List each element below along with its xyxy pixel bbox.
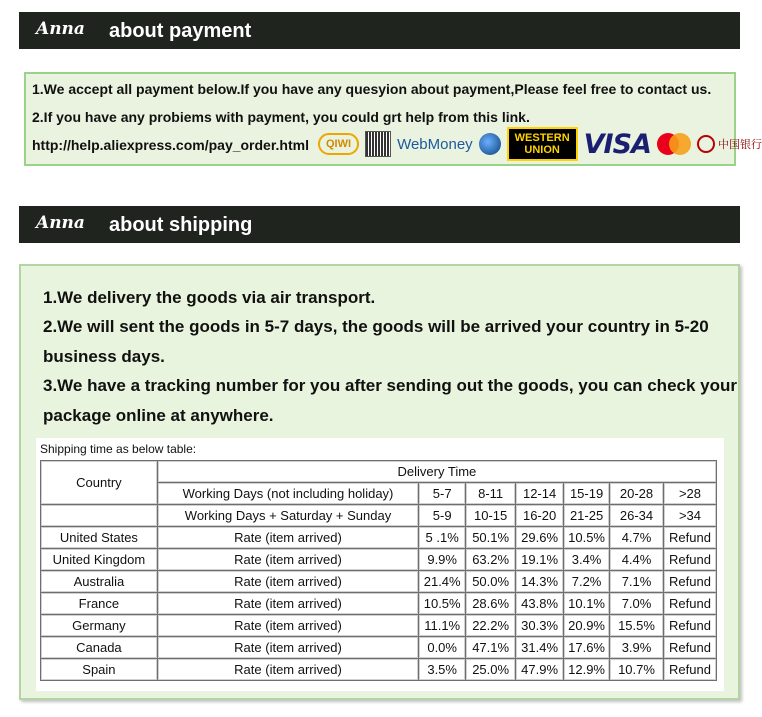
working-days-cell: 12-14 bbox=[516, 483, 564, 505]
qiwi-logo: QIWI bbox=[318, 133, 359, 155]
table-row bbox=[41, 571, 717, 593]
payment-line-2: 2.If you have any probiems with payment, you could grt help from this link. bbox=[32, 109, 530, 125]
rate-label-cell: Rate (item arrived) bbox=[157, 549, 418, 571]
weekend-days-cell: >34 bbox=[663, 505, 716, 527]
rate-cell: 12.9% bbox=[564, 659, 610, 681]
rate-cell: 31.4% bbox=[516, 637, 564, 659]
rate-cell: 10.1% bbox=[564, 593, 610, 615]
country-cell: Spain bbox=[41, 659, 158, 681]
rate-cell: 22.2% bbox=[466, 615, 516, 637]
shipping-line-2b: business days. bbox=[43, 347, 165, 366]
table-row bbox=[41, 615, 717, 637]
table-row bbox=[41, 659, 717, 681]
rate-cell: 3.4% bbox=[564, 549, 610, 571]
rate-label-cell: Rate (item arrived) bbox=[157, 637, 418, 659]
rate-cell: Refund bbox=[663, 549, 716, 571]
mastercard-logo bbox=[657, 133, 691, 155]
rate-cell: 20.9% bbox=[564, 615, 610, 637]
delivery-time-header: Delivery Time bbox=[157, 461, 716, 483]
rate-cell: 21.4% bbox=[419, 571, 466, 593]
country-cell: United Kingdom bbox=[41, 549, 158, 571]
rate-cell: Refund bbox=[663, 527, 716, 549]
weekend-days-cell: 16-20 bbox=[516, 505, 564, 527]
bank-of-china-icon bbox=[697, 135, 715, 153]
western-union-line-2: UNION bbox=[524, 144, 560, 156]
rate-cell: Refund bbox=[663, 593, 716, 615]
rate-cell: 30.3% bbox=[516, 615, 564, 637]
rate-cell: 15.5% bbox=[610, 615, 664, 637]
barcode-logo bbox=[365, 131, 391, 157]
bank-of-china-text: 中国银行 bbox=[717, 139, 762, 151]
shipping-banner bbox=[19, 206, 740, 243]
rate-cell: 10.5% bbox=[564, 527, 610, 549]
rate-cell: 5 .1% bbox=[419, 527, 466, 549]
rate-cell: Refund bbox=[663, 571, 716, 593]
rate-cell: 25.0% bbox=[466, 659, 516, 681]
rate-cell: 10.7% bbox=[610, 659, 664, 681]
table-row bbox=[41, 637, 717, 659]
payment-logos bbox=[318, 128, 762, 160]
globe-icon bbox=[479, 133, 501, 155]
weekend-days-cell: 26-34 bbox=[610, 505, 664, 527]
rate-cell: 17.6% bbox=[564, 637, 610, 659]
rate-cell: 3.5% bbox=[419, 659, 466, 681]
rate-cell: 19.1% bbox=[516, 549, 564, 571]
western-union-logo bbox=[507, 127, 578, 161]
brand-logo: Anna bbox=[36, 19, 85, 39]
weekend-days-row bbox=[41, 505, 717, 527]
rate-cell: 47.9% bbox=[516, 659, 564, 681]
table-row bbox=[41, 593, 717, 615]
rate-label-cell: Rate (item arrived) bbox=[157, 571, 418, 593]
country-cell: France bbox=[41, 593, 158, 615]
weekend-days-cell: 10-15 bbox=[466, 505, 516, 527]
rate-cell: Refund bbox=[663, 615, 716, 637]
rate-cell: 7.2% bbox=[564, 571, 610, 593]
bank-of-china-logo bbox=[697, 135, 762, 153]
weekend-days-cell: 21-25 bbox=[564, 505, 610, 527]
rate-cell: 28.6% bbox=[466, 593, 516, 615]
visa-logo: VISA bbox=[583, 128, 651, 160]
table-row bbox=[41, 527, 717, 549]
shipping-time-table bbox=[40, 460, 717, 681]
rate-cell: 50.1% bbox=[466, 527, 516, 549]
country-cell: Germany bbox=[41, 615, 158, 637]
rate-cell: 14.3% bbox=[516, 571, 564, 593]
rate-label-cell: Rate (item arrived) bbox=[157, 615, 418, 637]
country-cell: Australia bbox=[41, 571, 158, 593]
payment-banner bbox=[19, 12, 740, 49]
shipping-heading: about shipping bbox=[109, 214, 253, 236]
rate-cell: 11.1% bbox=[419, 615, 466, 637]
rate-label-cell: Rate (item arrived) bbox=[157, 659, 418, 681]
rate-cell: 63.2% bbox=[466, 549, 516, 571]
working-days-cell: 5-7 bbox=[419, 483, 466, 505]
rate-cell: 47.1% bbox=[466, 637, 516, 659]
payment-heading: about payment bbox=[109, 20, 252, 42]
table-caption: Shipping time as below table: bbox=[40, 442, 197, 456]
rate-cell: 0.0% bbox=[419, 637, 466, 659]
rate-cell: 29.6% bbox=[516, 527, 564, 549]
brand-logo: Anna bbox=[36, 213, 85, 233]
rate-cell: 7.0% bbox=[610, 593, 664, 615]
rate-rows bbox=[41, 527, 717, 681]
webmoney-logo: WebMoney bbox=[397, 135, 473, 153]
empty-cell bbox=[41, 505, 158, 527]
rate-cell: 7.1% bbox=[610, 571, 664, 593]
shipping-line-1: 1.We delivery the goods via air transport. bbox=[43, 288, 376, 307]
shipping-line-3b: package online at anywhere. bbox=[43, 406, 274, 425]
country-header: Country bbox=[41, 461, 158, 505]
rate-cell: 4.4% bbox=[610, 549, 664, 571]
working-days-cell: >28 bbox=[663, 483, 716, 505]
rate-cell: 4.7% bbox=[610, 527, 664, 549]
country-cell: Canada bbox=[41, 637, 158, 659]
payment-line-1: 1.We accept all payment below.If you have any quesyion about payment,Please feel free to contact us. bbox=[32, 81, 712, 97]
rate-cell: 9.9% bbox=[419, 549, 466, 571]
payment-help-link[interactable]: http://help.aliexpress.com/pay_order.html bbox=[32, 137, 309, 153]
rate-cell: 50.0% bbox=[466, 571, 516, 593]
country-cell: United States bbox=[41, 527, 158, 549]
shipping-table-panel bbox=[36, 438, 724, 691]
rate-label-cell: Rate (item arrived) bbox=[157, 593, 418, 615]
weekend-days-label: Working Days + Saturday + Sunday bbox=[157, 505, 418, 527]
weekend-days-cell: 5-9 bbox=[419, 505, 466, 527]
rate-cell: Refund bbox=[663, 637, 716, 659]
working-days-cell: 15-19 bbox=[564, 483, 610, 505]
payment-info-box bbox=[24, 72, 762, 166]
shipping-line-3a: 3.We have a tracking number for you after sending out the goods, you can check your bbox=[43, 376, 737, 395]
working-days-cell: 20-28 bbox=[610, 483, 664, 505]
working-days-cell: 8-11 bbox=[466, 483, 516, 505]
rate-cell: Refund bbox=[663, 659, 716, 681]
working-days-label: Working Days (not including holiday) bbox=[157, 483, 418, 505]
rate-label-cell: Rate (item arrived) bbox=[157, 527, 418, 549]
rate-cell: 3.9% bbox=[610, 637, 664, 659]
shipping-info-box bbox=[19, 264, 740, 700]
rate-cell: 43.8% bbox=[516, 593, 564, 615]
rate-cell: 10.5% bbox=[419, 593, 466, 615]
table-row bbox=[41, 549, 717, 571]
western-union-line-1: WESTERN bbox=[514, 132, 570, 144]
shipping-line-2a: 2.We will sent the goods in 5-7 days, the goods will be arrived your country in 5-20 bbox=[43, 317, 709, 336]
